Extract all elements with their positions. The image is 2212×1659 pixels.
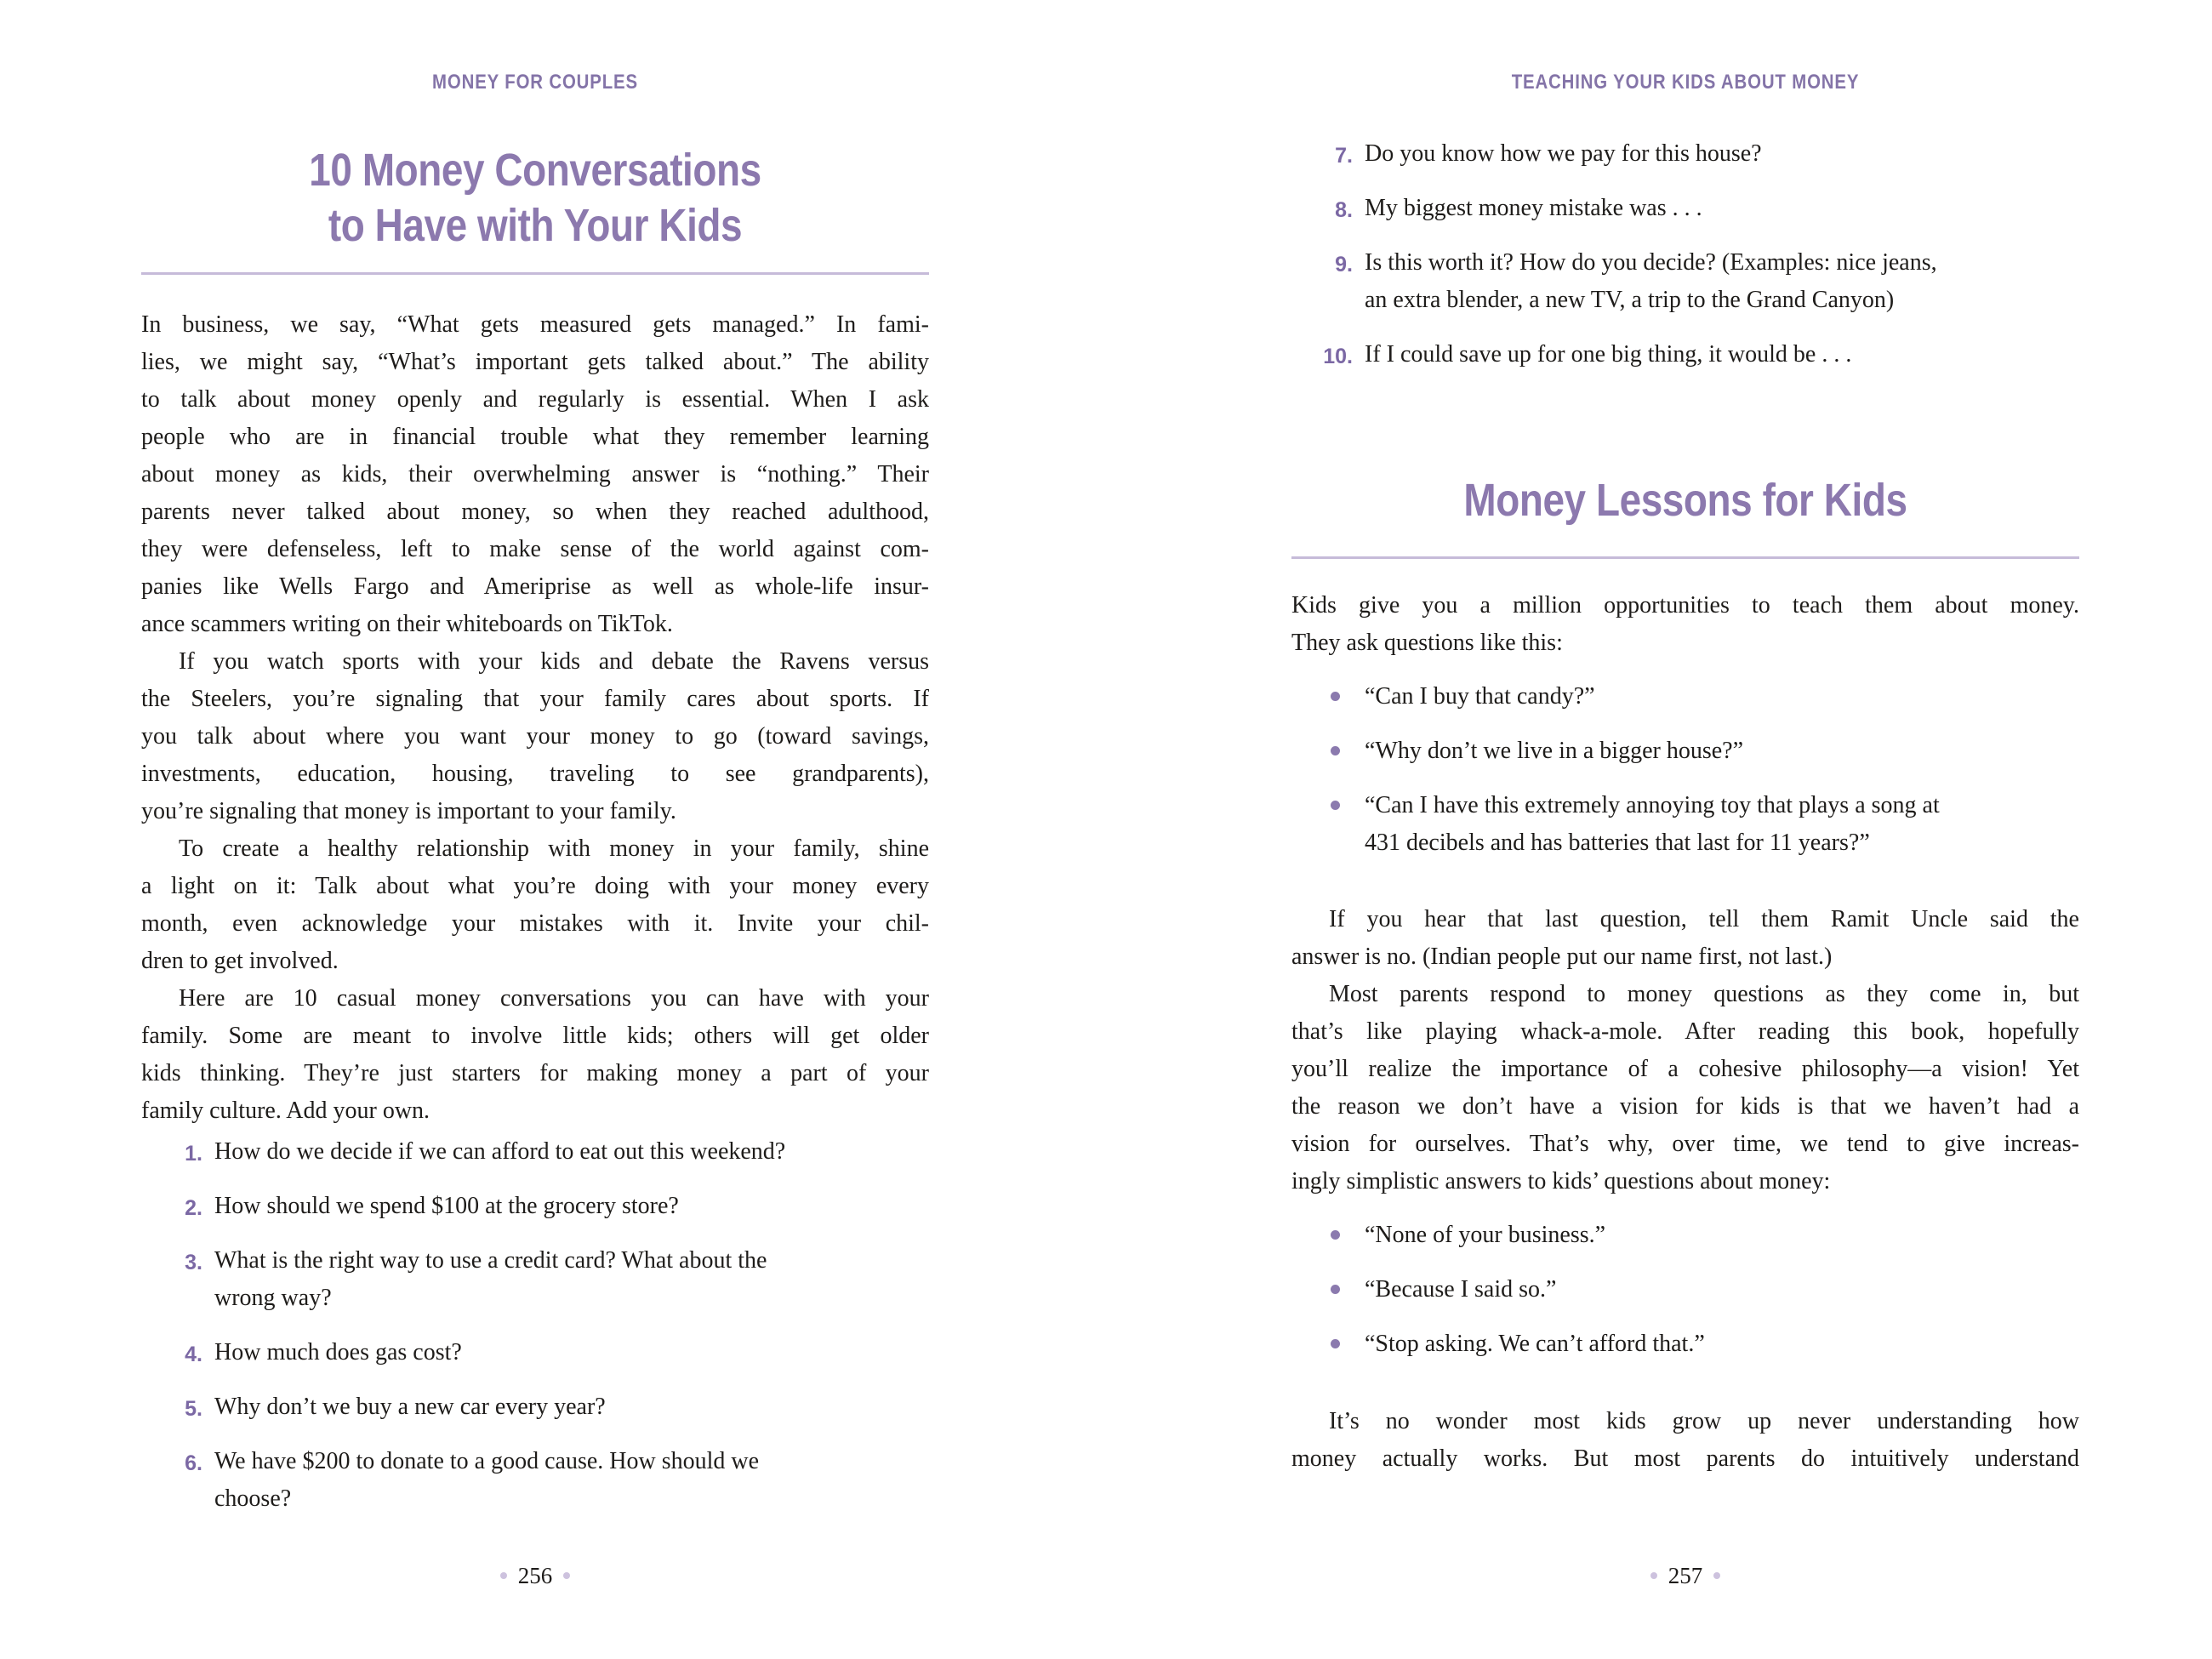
page-number-dot: [500, 1572, 507, 1579]
list-text-line: My biggest money mistake was . . .: [1365, 195, 1702, 221]
bullet-dot: [1331, 801, 1340, 810]
page-number-dot: [563, 1572, 570, 1579]
bullet-text-line: “Stop asking. We can’t afford that.”: [1365, 1331, 1705, 1357]
bullet-dot: [1331, 692, 1340, 701]
title-line: 10 Money Conversations: [309, 145, 761, 196]
list-text-line: an extra blender, a new TV, a trip to the Grand Canyon): [1365, 287, 1895, 313]
page-number-dot: [1713, 1572, 1720, 1579]
body-line: month, even acknowledge your mistakes with it. Invite your chil-: [141, 910, 929, 937]
list-text-line: Do you know how we pay for this house?: [1365, 140, 1762, 167]
list-number: 8.: [1335, 198, 1353, 222]
running-head: [1291, 71, 2079, 94]
body-line: you’ll realize the importance of a cohesive philosophy—a vision! Yet: [1291, 1056, 2079, 1082]
page-number-dot: [1650, 1572, 1657, 1579]
list-item: [141, 1188, 929, 1225]
list-text-line: Why don’t we buy a new car every year?: [214, 1394, 606, 1420]
body-line: dren to get involved.: [141, 948, 339, 974]
bullet-item: [1291, 1271, 2079, 1308]
paragraph: [1291, 976, 2079, 1200]
page-left-column: [141, 0, 929, 1659]
body-line: If you hear that last question, tell them Ramit Uncle said the: [1329, 906, 2079, 932]
body-line: vision for ourselves. That’s why, over time, we tend to give increas-: [1291, 1131, 2079, 1157]
body-line: investments, education, housing, traveling to see grandparents),: [141, 761, 929, 787]
bullet-item: [1291, 1325, 2079, 1363]
bullet-list-answers: [1291, 1217, 2079, 1380]
body-line: To create a healthy relationship with money in your family, shine: [179, 835, 929, 862]
body-line: In business, we say, “What gets measured gets managed.” In fami-: [141, 311, 929, 338]
body-line: you’re signaling that money is important to your family.: [141, 798, 676, 824]
list-text-line: If I could save up for one big thing, it would be . . .: [1365, 341, 1852, 368]
body-line: people who are in financial trouble what they remember learning: [141, 424, 929, 450]
paragraph: [141, 306, 929, 643]
body-line: They ask questions like this:: [1291, 630, 1563, 656]
body-line: that’s like playing whack-a-mole. After reading this book, hopefully: [1291, 1018, 2079, 1045]
paragraph: [141, 980, 929, 1130]
bullet-item: [1291, 678, 2079, 715]
bullet-text-line: 431 decibels and has batteries that last for 11 years?”: [1365, 830, 1870, 856]
bullet-item: [1291, 733, 2079, 770]
section-heading-text: Money Lessons for Kids: [1463, 475, 1907, 526]
section-heading: [1291, 473, 2079, 528]
numbered-list-continued: [1291, 135, 2079, 391]
paragraph: [141, 830, 929, 980]
body-line: the reason we don’t have a vision for kids is that we haven’t had a: [1291, 1093, 2079, 1120]
numbered-list: [141, 1133, 929, 1535]
list-item: [141, 1242, 929, 1317]
paragraph: [1291, 901, 2079, 976]
list-item: [1291, 190, 2079, 227]
body-line: ingly simplistic answers to kids’ questions about money:: [1291, 1168, 1831, 1194]
bullet-text-line: “Can I buy that candy?”: [1365, 683, 1595, 710]
body-line: lies, we might say, “What’s important gets talked about.” The ability: [141, 349, 929, 375]
body-line: you talk about where you want your money to go (toward savings,: [141, 723, 929, 750]
list-item: [141, 1334, 929, 1371]
list-text-line: choose?: [214, 1485, 292, 1512]
bullet-text-line: “Because I said so.”: [1365, 1276, 1557, 1303]
paragraph: [141, 643, 929, 830]
list-number: 9.: [1335, 253, 1353, 276]
body-line: a light on it: Talk about what you’re doing with your money every: [141, 873, 929, 899]
list-item: [141, 1443, 929, 1518]
body-paragraphs: [1291, 901, 2079, 1200]
list-text-line: How much does gas cost?: [214, 1339, 462, 1365]
body-line: family. Some are meant to involve little kids; others will get older: [141, 1023, 929, 1049]
list-number: 6.: [185, 1451, 202, 1475]
list-number: 4.: [185, 1343, 202, 1366]
bullet-text-line: “Can I have this extremely annoying toy that plays a song at: [1365, 792, 1940, 818]
page-number-text: 257: [1668, 1563, 1703, 1588]
body-paragraphs: [141, 306, 929, 1130]
page-number: [1291, 1560, 2079, 1591]
paragraph: [1291, 1403, 2079, 1478]
page-right: [1106, 0, 2212, 1659]
bullet-text-line: “None of your business.”: [1365, 1222, 1606, 1248]
body-line: family culture. Add your own.: [141, 1097, 430, 1124]
body-line: they were defenseless, left to make sense of the world against com-: [141, 536, 929, 562]
list-item: [1291, 135, 2079, 173]
list-number: 5.: [185, 1397, 202, 1421]
body-line: panies like Wells Fargo and Ameriprise as well as whole-life insur-: [141, 573, 929, 600]
title-line: to Have with Your Kids: [328, 200, 743, 251]
body-line: Most parents respond to money questions as they come in, but: [1329, 981, 2079, 1007]
list-text-line: How do we decide if we can afford to eat out this weekend?: [214, 1138, 786, 1165]
list-number: 1.: [185, 1142, 202, 1166]
list-text-line: How should we spend $100 at the grocery store?: [214, 1193, 679, 1219]
bullet-item: [1291, 787, 2079, 862]
page-number-text: 256: [517, 1563, 553, 1588]
running-head-text: MONEY FOR COUPLES: [432, 71, 638, 94]
bullet-dot: [1331, 746, 1340, 755]
body-line: the Steelers, you’re signaling that your family cares about sports. If: [141, 686, 929, 712]
list-number: 2.: [185, 1196, 202, 1220]
list-text-line: We have $200 to donate to a good cause. How should we: [214, 1448, 760, 1474]
bullet-dot: [1331, 1285, 1340, 1294]
bullet-text-line: “Why don’t we live in a bigger house?”: [1365, 738, 1744, 764]
page-right-column: [1291, 0, 2079, 1659]
body-line: money actually works. But most parents do intuitively understand: [1291, 1445, 2079, 1472]
bullet-list-questions: [1291, 678, 2079, 879]
page-number: [141, 1560, 929, 1591]
intro-paragraph: [1291, 587, 2079, 662]
list-text-line: wrong way?: [214, 1285, 332, 1311]
body-line: It’s no wonder most kids grow up never understanding how: [1329, 1408, 2079, 1434]
list-item: [141, 1388, 929, 1426]
list-item: [141, 1133, 929, 1171]
divider-rule: [1291, 556, 2079, 559]
divider-rule: [141, 272, 929, 275]
list-number: 10.: [1323, 345, 1353, 368]
body-line: Here are 10 casual money conversations you can have with your: [179, 985, 929, 1012]
list-text-line: Is this worth it? How do you decide? (Examples: nice jeans,: [1365, 249, 1937, 276]
bullet-dot: [1331, 1339, 1340, 1348]
body-line: parents never talked about money, so when they reached adulthood,: [141, 499, 929, 525]
body-line: about money as kids, their overwhelming answer is “nothing.” Their: [141, 461, 929, 487]
body-line: kids thinking. They’re just starters for making money a part of your: [141, 1060, 929, 1086]
body-line: answer is no. (Indian people put our name first, not last.): [1291, 944, 1833, 970]
bullet-item: [1291, 1217, 2079, 1254]
body-line: Kids give you a million opportunities to teach them about money.: [1291, 592, 2079, 619]
paragraph: [1291, 587, 2079, 662]
running-head: [141, 71, 929, 94]
list-number: 7.: [1335, 144, 1353, 168]
closing-paragraph: [1291, 1403, 2079, 1478]
list-item: [1291, 336, 2079, 373]
chapter-title: [141, 143, 929, 254]
bullet-dot: [1331, 1230, 1340, 1240]
body-line: ance scammers writing on their whiteboards on TikTok.: [141, 611, 673, 637]
list-item: [1291, 244, 2079, 319]
body-line: to talk about money openly and regularly is essential. When I ask: [141, 386, 929, 413]
body-line: If you watch sports with your kids and debate the Ravens versus: [179, 648, 929, 675]
list-text-line: What is the right way to use a credit card? What about the: [214, 1247, 767, 1274]
running-head-text: TEACHING YOUR KIDS ABOUT MONEY: [1511, 71, 1860, 94]
list-number: 3.: [185, 1251, 202, 1274]
